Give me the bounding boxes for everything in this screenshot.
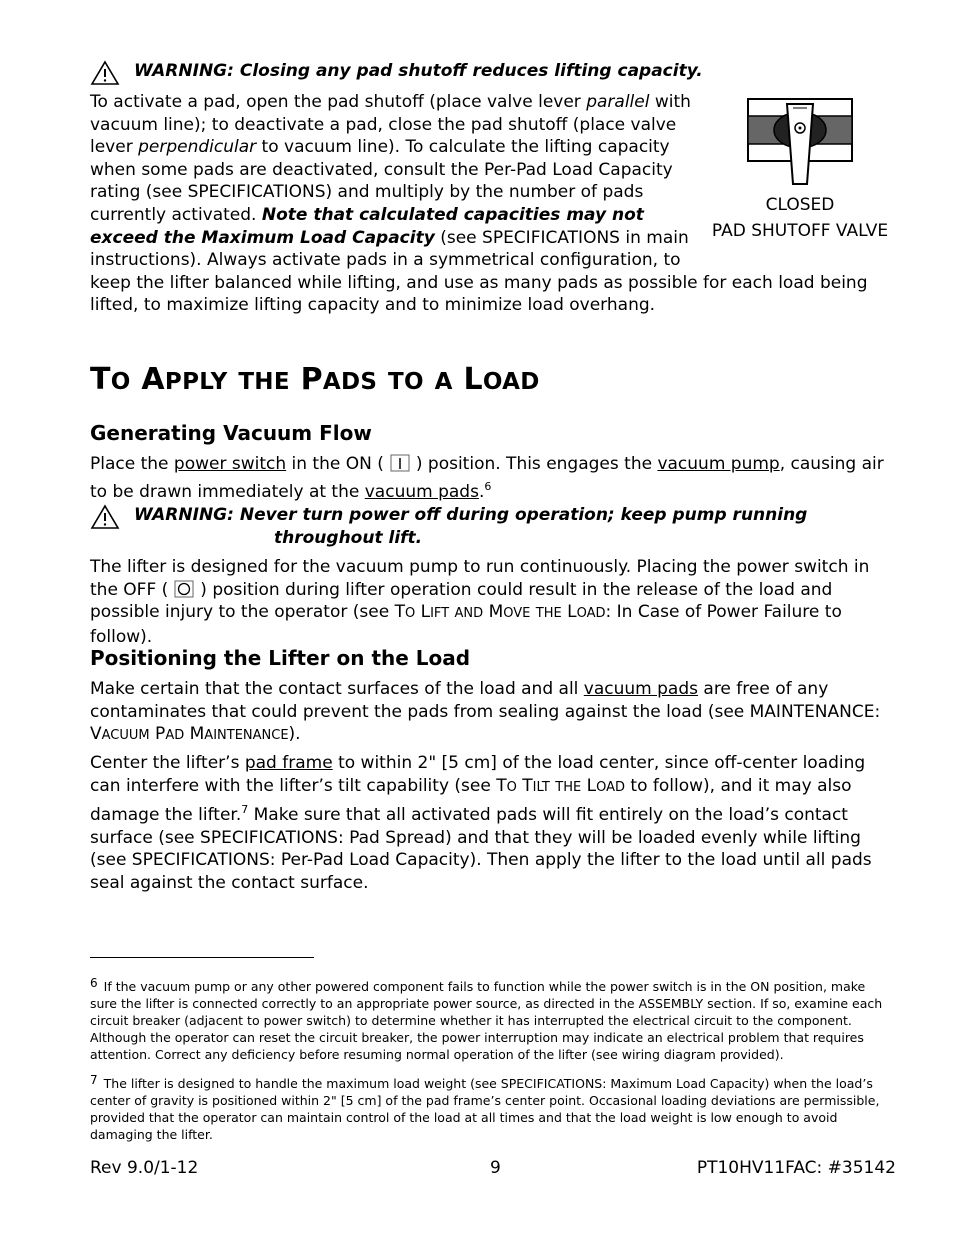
vacuum-flow-paragraph: Place the power switch in the ON ( ) position. This engages the vacuum pump, causing air to be drawn immediately at the vacuum pads.$^6$ (90, 454, 884, 502)
closed-valve-illustration (747, 98, 853, 188)
footer-doc-number: PT10HV11FAC: #35142 (696, 1158, 896, 1178)
continuous-pump-paragraph: The lifter is designed for the vacuum pump to run continuously. Placing the power switch in the OFF ( ) position during lifter operation could result in the release of the load and possible injury to the operator (see TO LIFT AND MOVE THE LOAD: In Case of Power Failure to follow). (90, 557, 870, 647)
footnote-6: $^6$ If the vacuum pump or any other powered component fails to function while the power switch is in the ON position, make sure the lifter is connected correctly to an appropriate power source, as directed in the ASSEMBLY section. If so, examine each circuit breaker (adjacent to power switch) to determine whether it has interrupted the electrical circuit to the component. Although the operator can reset the circuit breaker, the power interruption may indicate an electrical problem that requires attention. Correct any deficiency before resuming normal operation of the lifter (see wiring diagram provided). (90, 976, 883, 1062)
pad-activation-paragraph: To activate a pad, open the pad shutoff (place valve lever parallel with vacuum line); to deactivate a pad, close the pad shutoff (place valve lever perpendicular to vacuum line). To calculate the lifting capacity when some pads are deactivated, consult the Per-Pad Load Capacity rating (see SPECIFICATIONS) and multiply by the number of pads currently activated. Note that calculated capacities may not exceed the Maximum Load Capacity (see SPECIFICATIONS in main instructions). Always activate pads in a symmetrical configuration, to keep the lifter balanced while lifting, and use as many pads as possible for each load being lifted, to maximize lifting capacity and to minimize load overhang. (90, 92, 868, 316)
warning-closing-shutoff (90, 60, 703, 86)
warning-power-off (90, 504, 807, 550)
warning-text: WARNING: Never turn power off during operation; keep pump running throughout lift. (134, 505, 808, 548)
warning-triangle-icon (90, 504, 120, 530)
power-on-symbol-icon (390, 454, 410, 472)
footer-revision: Rev 9.0/1-12 (90, 1158, 199, 1178)
footnote-separator (90, 957, 314, 958)
power-off-symbol-icon (174, 580, 194, 598)
footer-page-number: 9 (490, 1158, 501, 1178)
footnote-7: $^7$ The lifter is designed to handle the maximum load weight (see SPECIFICATIONS: Maximum Load Capacity) when the load’s center of gravity is positioned within 2" [5 cm] of the pad frame’s center point. Occasional loading deviations are permissible, provided that the operator can maintain control of the load at all times and that the load weight is low enough to avoid damaging the lifter. (90, 1073, 880, 1142)
centering-paragraph: Center the lifter’s pad frame to within 2" [5 cm] of the load center, since off-center loading can interfere with the lifter’s tilt capability (see TO TILT THE LOAD to follow), and it may also damage the lifter.$^7$ Make sure that all activated pads will fit entirely on the load’s contact surface (see SPECIFICATIONS: Pad Spread) and that they will be loaded evenly while lifting (see SPECIFICATIONS: Per-Pad Load Capacity). Then apply the lifter to the load until all pads seal against the contact surface. (90, 753, 872, 893)
section-heading: TO APPLY THE PADS TO A LOAD (90, 362, 540, 397)
subheading-vacuum-flow: Generating Vacuum Flow (90, 421, 372, 445)
warning-triangle-icon (90, 60, 120, 86)
contaminates-paragraph: Make certain that the contact surfaces of the load and all vacuum pads are free of any contaminates that could prevent the pads from sealing against the load (see MAINTENANCE: VACUUM PAD MAINTENANCE). (90, 679, 881, 745)
valve-caption: CLOSED PAD SHUTOFF VALVE (711, 195, 889, 241)
subheading-positioning: Positioning the Lifter on the Load (90, 646, 471, 670)
warning-text: WARNING: Closing any pad shutoff reduces lifting capacity. (134, 61, 703, 81)
